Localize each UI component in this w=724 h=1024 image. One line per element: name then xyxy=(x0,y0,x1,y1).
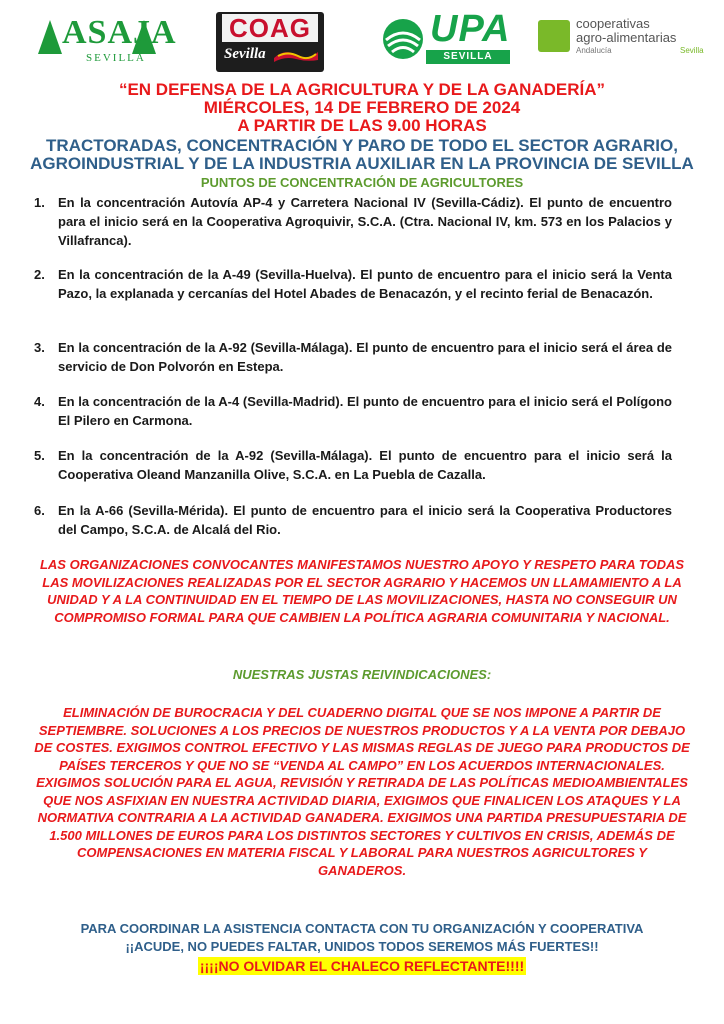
upa-logo xyxy=(380,8,514,72)
list-item-text: En la concentración Autovía AP-4 y Carretera Nacional IV (Sevilla-Cádiz). El punto de encuentro para el inicio será en la Cooperativa Agroquivir, S.C.A. (Ctra. Nacional IV, km. 573 en los Palacios y Villafranca). xyxy=(58,195,672,248)
list-item-number: 4. xyxy=(34,394,45,409)
subtitle-line-1: TRACTORADAS, CONCENTRACIÓN Y PARO DE TODO EL SECTOR AGRARIO, xyxy=(46,136,678,155)
coop-line-1: cooperativas xyxy=(576,16,650,31)
list-item-text: En la concentración de la A-92 (Sevilla-Málaga). El punto de encuentro para el inicio será el área de servicio de Don Polvorón en Estepa. xyxy=(58,340,672,374)
coop-line-4: Sevilla xyxy=(680,46,704,55)
coop-line-2: agro-alimentarias xyxy=(576,30,677,45)
footer-line-1: PARA COORDINAR LA ASISTENCIA CONTACTA CON TU ORGANIZACIÓN Y COOPERATIVA xyxy=(80,921,644,936)
list-item-number: 1. xyxy=(34,195,45,210)
points-heading: PUNTOS DE CONCENTRACIÓN DE AGRICULTORES xyxy=(200,175,524,190)
support-statement: LAS ORGANIZACIONES CONVOCANTES MANIFESTAMOS NUESTRO APOYO Y RESPETO PARA TODAS LAS MOVILIZACIONES REALIZADAS POR EL SECTOR AGRARIO Y HACEMOS UN LLAMAMIENTO A LA UNIDAD Y A LA CONTINUIDAD EN EL TIEMPO DE LAS MOVILIZACIONES, HASTA NO CONSEGUIR UN COMPROMISO FORMAL PARA QUE CAMBIEN LA POLÍTICA AGRARIA COMUNITARIA Y NACIONAL. xyxy=(39,557,685,625)
vest-reminder: ¡¡¡¡NO OLVIDAR EL CHALECO REFLECTANTE!!!! xyxy=(199,958,525,974)
coag-flag-icon xyxy=(274,48,318,62)
vest-reminder-wrap xyxy=(0,957,724,976)
event-date: MIÉRCOLES, 14 DE FEBRERO DE 2024 xyxy=(203,98,521,117)
upa-sub: SEVILLA xyxy=(443,51,493,62)
upa-sun-icon xyxy=(380,16,426,62)
list-item-text: En la A-66 (Sevilla-Mérida). El punto de encuentro para el inicio será la Cooperativa Productores del Campo, S.C.A. de Alcalá del Rio. xyxy=(58,503,672,537)
upa-wordmark: UPA xyxy=(430,8,511,50)
coag-sub: Sevilla xyxy=(224,46,266,62)
demands-heading: NUESTRAS JUSTAS REIVINDICACIONES: xyxy=(232,667,492,682)
list-item-text: En la concentración de la A-4 (Sevilla-Madrid). El punto de encuentro para el inicio será el Polígono El Pilero en Carmona. xyxy=(58,394,672,428)
cooperativas-logo xyxy=(538,12,708,72)
footer-line-2: ¡¡ACUDE, NO PUEDES FALTAR, UNIDOS TODOS SEREMOS MÁS FUERTES!! xyxy=(125,939,599,954)
event-time: A PARTIR DE LAS 9.00 HORAS xyxy=(237,116,487,135)
list-item-number: 3. xyxy=(34,340,45,355)
asaja-wordmark: ASAJA xyxy=(62,14,177,51)
demands-text: ELIMINACIÓN DE BUROCRACIA Y DEL CUADERNO DIGITAL QUE SE NOS IMPONE A PARTIR DE SEPTIEMBRE. SOLUCIONES A LOS PRECIOS DE NUESTROS PRODUCTOS Y A LA VENTA POR DEBAJO DE COSTES. EXIGIMOS CONTROL EFECTIVO Y LAS MISMAS REGLAS DE JUEGO PARA PRODUCTOS DE PAÍSES TERCEROS Y QUE NO SE “VENDA AL CAMPO” EN LOS ACUERDOS INTERNACIONALES. EXIGIMOS SOLUCIÓN PARA EL AGUA, REVISIÓN Y RETIRADA DE LAS POLÍTICAS MEDIOAMBIENTALES QUE NOS ASFIXIAN EN NUESTRA ACTIVIDAD DIARIA, EXIGIMOS QUE FINALICEN LOS ATAQUES Y LA NORMATIVA CONTRARIA A LA ACTIVIDAD GANADERA. EXIGIMOS UNA PARTIDA PRESUPUESTARIA DE 1.500 MILLONES DE EUROS PARA LOS DISTINTOS SECTORES Y CULTIVOS EN CRISIS, ADEMÁS DE COMPENSACIONES EN MATERIA FISCAL Y LABORAL PARA NUESTROS AGRICULTORES Y GANADEROS. xyxy=(34,705,690,878)
asaja-logo xyxy=(34,12,177,72)
logo-bar xyxy=(0,8,724,72)
cooperativas-square-icon xyxy=(538,20,570,52)
list-item-number: 5. xyxy=(34,448,45,463)
coag-logo xyxy=(216,12,326,72)
coop-line-3: Andalucía xyxy=(576,46,612,55)
coag-wordmark: COAG xyxy=(222,14,318,42)
list-item-number: 6. xyxy=(34,503,45,518)
list-item-text: En la concentración de la A-49 (Sevilla-Huelva). El punto de encuentro para el inicio será la Venta Pazo, la explanada y cercanías del Hotel Abades de Benacazón, y el recinto ferial de Benacazón. xyxy=(58,267,672,301)
list-item-text: En la concentración de la A-92 (Sevilla-Málaga). El punto de encuentro para el inicio será la Cooperativa Oleand Manzanilla Olive, S.C.A. en La Puebla de Cazalla. xyxy=(58,448,672,482)
main-title: “EN DEFENSA DE LA AGRICULTURA Y DE LA GANADERÍA” xyxy=(118,80,606,99)
asaja-sub: SEVILLA xyxy=(86,52,146,64)
list-item-number: 2. xyxy=(34,267,45,282)
subtitle-line-2: AGROINDUSTRIAL Y DE LA INDUSTRIA AUXILIAR EN LA PROVINCIA DE SEVILLA xyxy=(30,154,694,173)
